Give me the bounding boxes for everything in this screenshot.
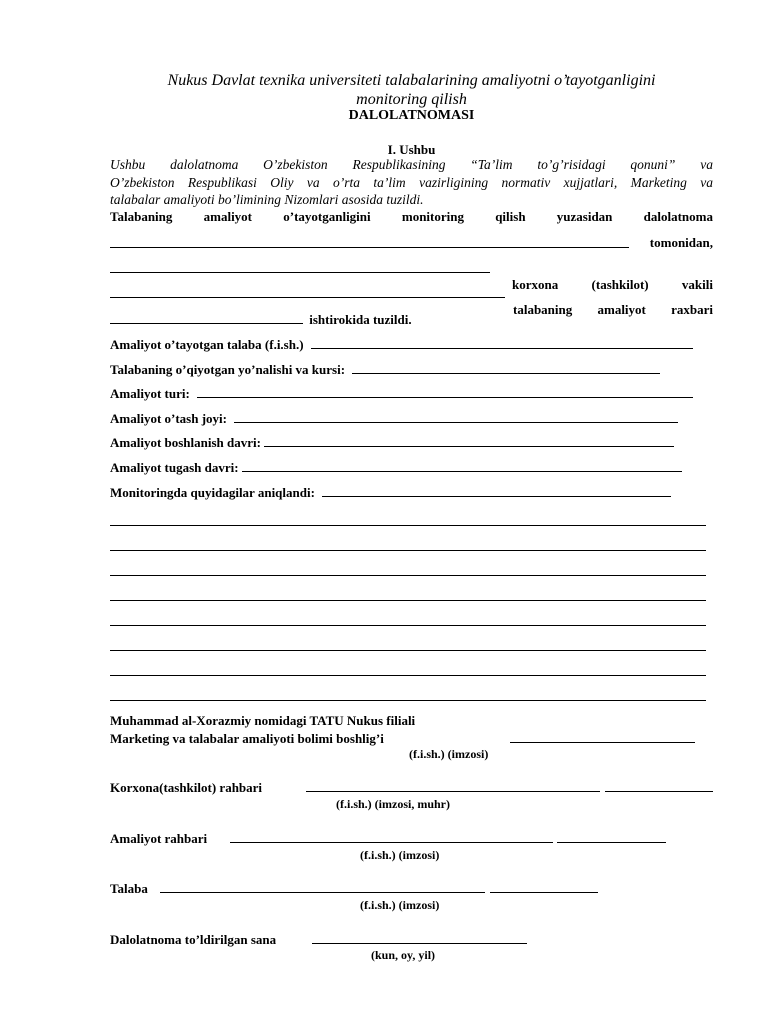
type-field-input[interactable] bbox=[197, 385, 693, 398]
statement-line3 bbox=[110, 260, 713, 292]
statement-word: talabaning bbox=[513, 302, 573, 317]
branch-head-caption: (f.i.sh.) (imzosi) bbox=[409, 747, 489, 761]
practice-head-name-line[interactable] bbox=[230, 830, 553, 843]
student-name-line[interactable] bbox=[160, 880, 485, 893]
company-representative-blank[interactable] bbox=[110, 260, 490, 273]
statement-word: qilish bbox=[495, 209, 526, 224]
statement-word: amaliyot bbox=[203, 209, 253, 224]
tomonidan-blank[interactable] bbox=[110, 235, 629, 248]
student-caption: (f.i.sh.) (imzosi) bbox=[360, 898, 440, 912]
participant-blank[interactable] bbox=[110, 311, 303, 324]
date-label: Dalolatnoma to’ldirilgan sana bbox=[110, 932, 277, 947]
student-field-label: Amaliyot o’tayotgan talaba (f.i.sh.) bbox=[110, 337, 304, 352]
student-signature-line[interactable] bbox=[490, 880, 598, 893]
monitoring-field-label: Monitoringda quyidagilar aniqlandi: bbox=[110, 485, 315, 500]
intro-line3: talabalar amaliyoti bo’limining Nizomlari asosida tuzildi. bbox=[110, 192, 424, 207]
company-head-label: Korxona(tashkilot) rahbari bbox=[110, 780, 263, 795]
company-head-signature-line[interactable] bbox=[605, 779, 713, 792]
practice-head-signature-line[interactable] bbox=[557, 830, 666, 843]
writing-line[interactable] bbox=[110, 650, 706, 651]
writing-line[interactable] bbox=[110, 700, 706, 701]
practice-head-label: Amaliyot rahbari bbox=[110, 831, 208, 846]
statement-word: (tashkilot) bbox=[591, 277, 649, 292]
start-field-label: Amaliyot boshlanish davri: bbox=[110, 435, 261, 450]
statement-line5 bbox=[110, 311, 713, 328]
statement-line1 bbox=[110, 209, 713, 225]
branch-head-signature-line[interactable] bbox=[510, 730, 695, 743]
writing-line[interactable] bbox=[110, 525, 706, 526]
statement-word: monitoring bbox=[401, 209, 464, 224]
practice-supervisor-blank[interactable] bbox=[110, 285, 505, 298]
statement-word: amaliyot bbox=[597, 302, 646, 317]
statement-word: yuzasidan bbox=[556, 209, 613, 224]
statement-line2 bbox=[110, 235, 713, 251]
student-field-input[interactable] bbox=[311, 336, 693, 349]
start-field-input[interactable] bbox=[264, 434, 674, 447]
statement-line4 bbox=[110, 285, 713, 317]
practice-head-caption: (f.i.sh.) (imzosi) bbox=[360, 848, 440, 862]
statement-word: vakili bbox=[681, 277, 713, 292]
type-field-label: Amaliyot turi: bbox=[110, 386, 190, 401]
statement-word: dalolatnoma bbox=[643, 209, 713, 224]
ishtirokida-label: ishtirokida tuzildi. bbox=[309, 312, 412, 327]
document-title-line1: Nukus Davlat texnika universiteti talabalarining amaliyotni o’tayotganligini bbox=[167, 72, 656, 89]
student-signature-label: Talaba bbox=[110, 881, 148, 896]
company-head-caption: (f.i.sh.) (imzosi, muhr) bbox=[336, 797, 450, 811]
end-field-label: Amaliyot tugash davri: bbox=[110, 460, 239, 475]
type-field bbox=[110, 385, 713, 402]
statement-word: o’tayotganligini bbox=[283, 209, 371, 224]
intro-line2: O’zbekiston Respublikasi Oliy va o’rta ta’lim vazirligining normativ xujjatlari, Marketing va bbox=[110, 175, 713, 190]
tomonidan-label: tomonidan, bbox=[649, 235, 713, 250]
statement-word: Talabaning bbox=[110, 209, 173, 224]
end-field bbox=[110, 459, 713, 476]
monitoring-field bbox=[110, 484, 713, 501]
monitoring-field-input[interactable] bbox=[322, 484, 671, 497]
writing-line[interactable] bbox=[110, 550, 706, 551]
writing-line[interactable] bbox=[110, 675, 706, 676]
place-field bbox=[110, 410, 713, 427]
statement-word: raxbari bbox=[671, 302, 713, 317]
place-field-input[interactable] bbox=[234, 410, 678, 423]
start-field bbox=[110, 434, 713, 451]
end-field-input[interactable] bbox=[242, 459, 682, 472]
document-heading: DALOLATNOMASI bbox=[348, 108, 475, 123]
writing-line[interactable] bbox=[110, 600, 706, 601]
direction-field-label: Talabaning o’qiyotgan yo’nalishi va kursi: bbox=[110, 362, 346, 377]
company-head-name-line[interactable] bbox=[306, 779, 600, 792]
student-field bbox=[110, 336, 713, 353]
branch-head-label: Marketing va talabalar amaliyoti bolimi boshlig’i bbox=[110, 731, 384, 746]
place-field-label: Amaliyot o’tash joyi: bbox=[110, 411, 227, 426]
section-heading: I. Ushbu bbox=[387, 142, 436, 157]
date-line[interactable] bbox=[312, 931, 527, 944]
branch-name: Muhammad al-Xorazmiy nomidagi TATU Nukus filiali bbox=[110, 713, 416, 728]
statement-word: korxona bbox=[512, 277, 559, 292]
direction-field-input[interactable] bbox=[352, 361, 660, 374]
date-caption: (kun, oy, yil) bbox=[371, 948, 436, 962]
writing-line[interactable] bbox=[110, 575, 706, 576]
direction-field bbox=[110, 361, 713, 378]
writing-line[interactable] bbox=[110, 625, 706, 626]
document-title-line2: monitoring qilish bbox=[356, 91, 467, 108]
intro-line1: Ushbu dalolatnoma O’zbekiston Respublikasining “Ta’lim to’g’risidagi qonuni” va bbox=[110, 157, 713, 172]
